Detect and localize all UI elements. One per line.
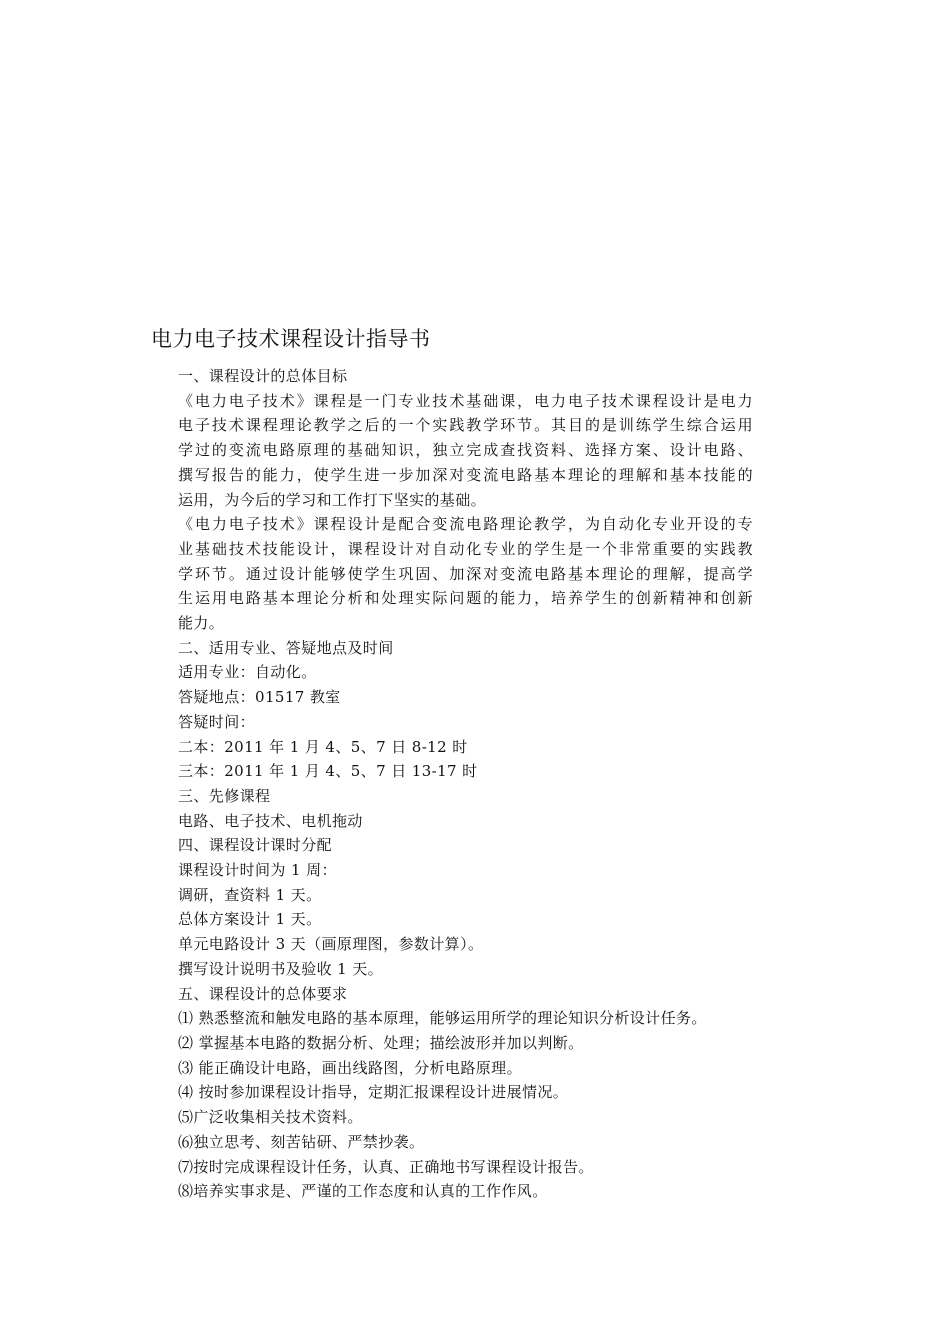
text-line: 调研，查资料 1 天。	[178, 885, 322, 904]
text-line: ⑹独立思考、刻苦钻研、严禁抄袭。	[178, 1132, 425, 1151]
text-line: 撰写设计说明书及验收 1 天。	[178, 959, 384, 978]
text-line: 能力。	[178, 614, 225, 633]
text-line: 一、课程设计的总体目标	[178, 367, 348, 385]
text-line: ⑸广泛收集相关技术资料。	[178, 1108, 363, 1127]
text-line: 答疑时间：	[178, 712, 256, 731]
text-line: 电路、电子技术、电机拖动	[178, 811, 363, 830]
text-line: ⑵ 掌握基本电路的数据分析、处理；描绘波形并加以判断。	[178, 1033, 584, 1052]
text-line: ⑷ 按时参加课程设计指导，定期汇报课程设计进展情况。	[178, 1083, 569, 1102]
document-body	[178, 364, 753, 1204]
text-line: 三、先修课程	[178, 786, 271, 805]
text-line: ⑶ 能正确设计电路，画出线路图，分析电路原理。	[178, 1058, 522, 1077]
text-line: 四、课程设计课时分配	[178, 836, 333, 855]
text-line: ⑴ 熟悉整流和触发电路的基本原理，能够运用所学的理论知识分析设计任务。	[178, 1009, 707, 1028]
text-line: 答疑地点：01517 教室	[178, 688, 341, 707]
text-line: 学过的变流电路原理的基础知识，独立完成查找资料、选择方案、设计电路、	[178, 441, 753, 460]
text-line: 电子技术课程理论教学之后的一个实践教学环节。其目的是训练学生综合运用	[178, 416, 753, 435]
text-line: 《电力电子技术》课程是一门专业技术基础课，电力电子技术课程设计是电力	[178, 391, 753, 410]
text-line: 二本：2011 年 1 月 4、5、7 日 8-12 时	[178, 737, 468, 756]
text-line: 单元电路设计 3 天（画原理图，参数计算）。	[178, 935, 484, 954]
text-line: 适用专业：自动化。	[178, 663, 317, 682]
text-line: 运用，为今后的学习和工作打下坚实的基础。	[178, 490, 487, 509]
text-line: 业基础技术技能设计，课程设计对自动化专业的学生是一个非常重要的实践教	[178, 539, 753, 558]
text-line: ⑻培养实事求是、严谨的工作态度和认真的工作作风。	[178, 1182, 548, 1201]
text-line: 课程设计时间为 1 周：	[178, 861, 337, 880]
text-line: 二、适用专业、答疑地点及时间	[178, 638, 394, 657]
document-title: 电力电子技术课程设计指导书	[151, 327, 431, 351]
text-line: ⑺按时完成课程设计任务，认真、正确地书写课程设计报告。	[178, 1157, 594, 1176]
text-line: 五、课程设计的总体要求	[178, 984, 348, 1003]
text-line: 学环节。通过设计能够使学生巩固、加深对变流电路基本理论的理解，提高学	[178, 564, 753, 583]
text-line: 三本：2011 年 1 月 4、5、7 日 13-17 时	[178, 762, 478, 781]
text-line: 《电力电子技术》课程设计是配合变流电路理论教学，为自动化专业开设的专	[178, 515, 753, 534]
text-line: 撰写报告的能力，使学生进一步加深对变流电路基本理论的理解和基本技能的	[178, 465, 753, 484]
text-line: 生运用电路基本理论分析和处理实际问题的能力，培养学生的创新精神和创新	[178, 589, 753, 608]
text-line: 总体方案设计 1 天。	[178, 910, 322, 929]
